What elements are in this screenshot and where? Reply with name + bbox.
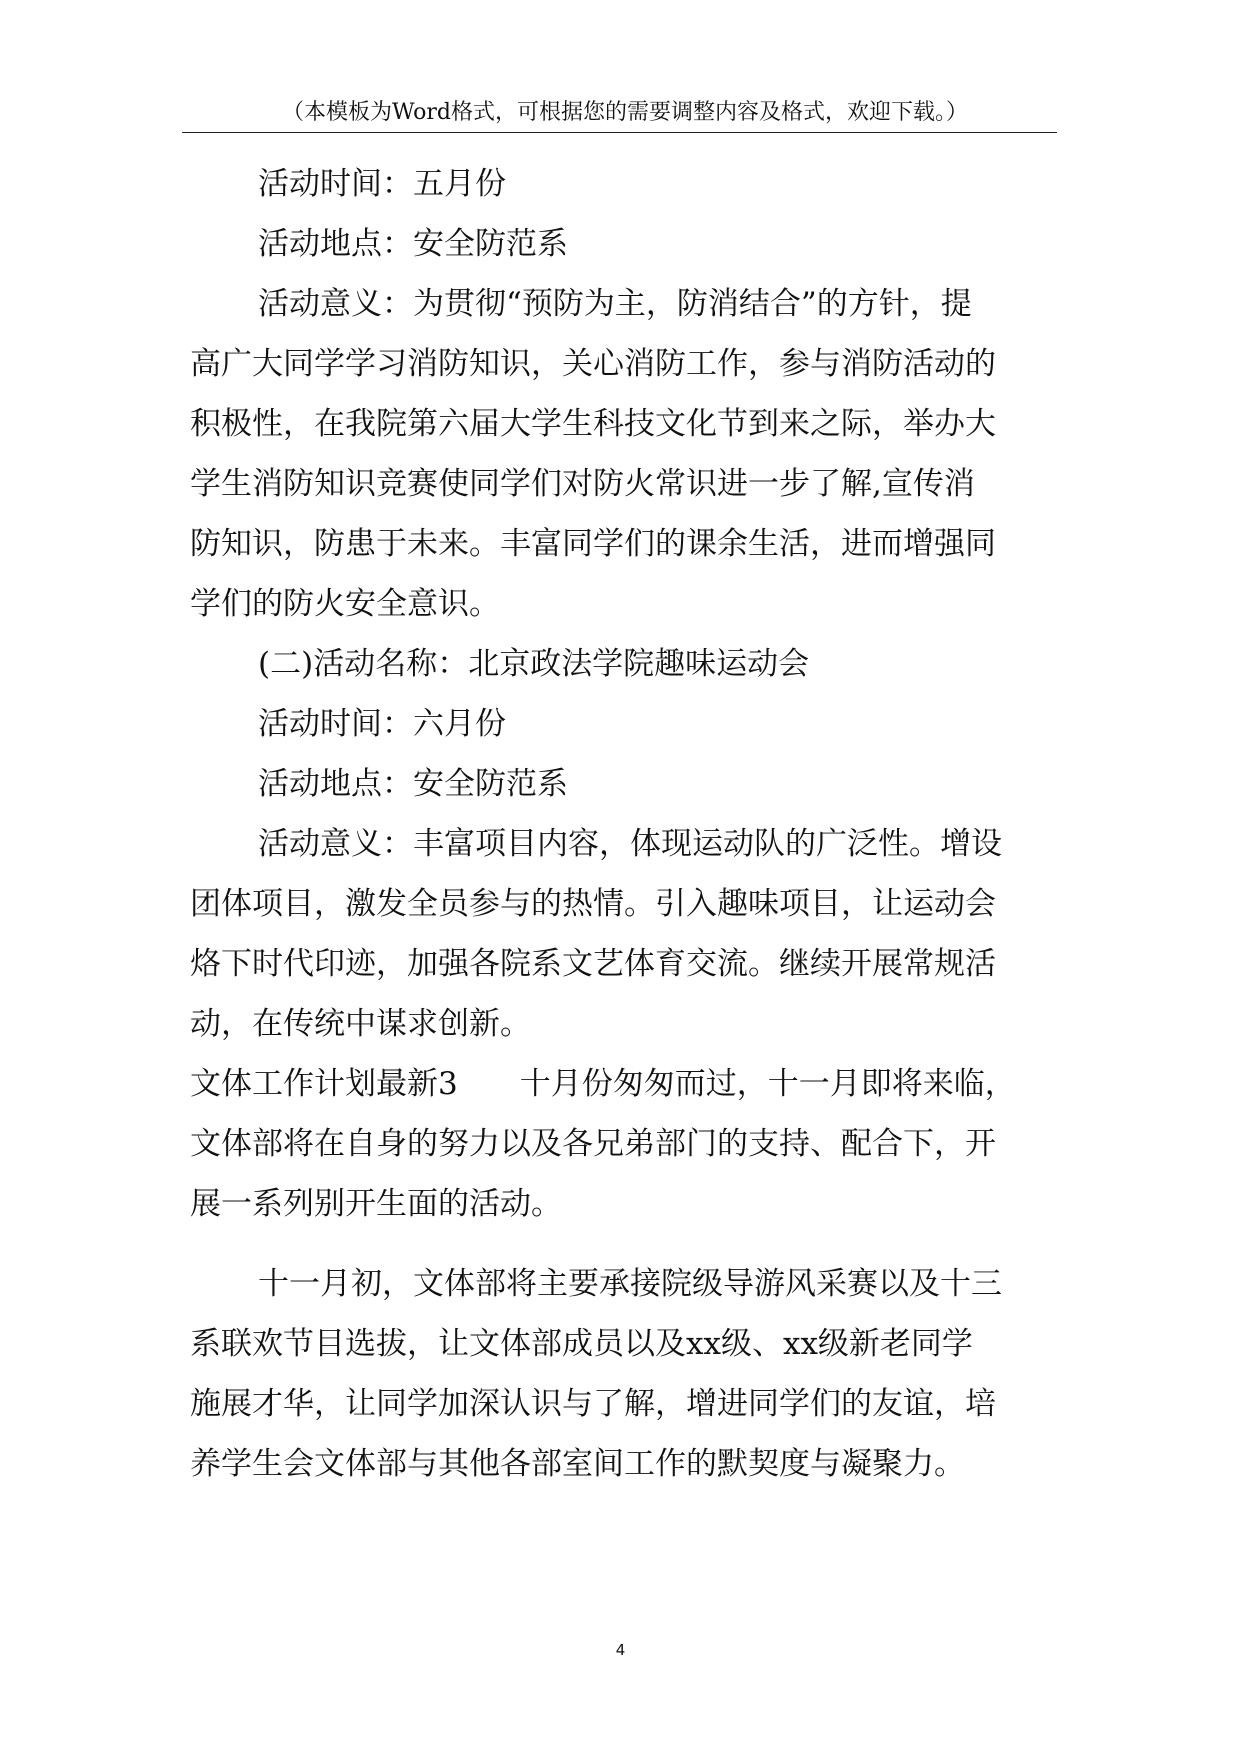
body-line: 团体项目，激发全员参与的热情。引入趣味项目，让运动会 (190, 886, 996, 922)
body-line: 防知识，防患于未来。丰富同学们的课余生活，进而增强同 (190, 526, 996, 562)
header-divider (182, 132, 1057, 133)
body-line: 活动时间：六月份 (258, 706, 506, 742)
page-number: 4 (615, 1641, 626, 1659)
page-header-note: （本模板为Word格式，可根据您的需要调整内容及格式，欢迎下载。） (282, 100, 968, 125)
body-line: 系联欢节目选拔，让文体部成员以及xx级、xx级新老同学 (190, 1326, 973, 1362)
body-line: 施展才华，让同学加深认识与了解，增进同学们的友谊，培 (190, 1386, 996, 1422)
body-line: 活动意义：为贯彻“预防为主，防消结合”的方针，提 (258, 286, 972, 322)
body-line: 展一系列别开生面的活动。 (190, 1186, 562, 1222)
body-line: 动，在传统中谋求创新。 (190, 1006, 531, 1042)
body-line: 活动时间：五月份 (258, 166, 506, 202)
body-line: 活动地点：安全防范系 (258, 226, 568, 262)
body-line: 活动地点：安全防范系 (258, 766, 568, 802)
body-line: 高广大同学学习消防知识，关心消防工作，参与消防活动的 (190, 346, 996, 382)
body-line: 学们的防火安全意识。 (190, 586, 500, 622)
body-line: 学生消防知识竞赛使同学们对防火常识进一步了解,宣传消 (190, 466, 975, 502)
body-line: 养学生会文体部与其他各部室间工作的默契度与凝聚力。 (190, 1446, 965, 1482)
body-line: 文体部将在自身的努力以及各兄弟部门的支持、配合下，开 (190, 1126, 996, 1162)
body-line: 烙下时代印迹，加强各院系文艺体育交流。继续开展常规活 (190, 946, 996, 982)
body-line: 十一月初，文体部将主要承接院级导游风采赛以及十三 (258, 1266, 1002, 1302)
body-line: 积极性，在我院第六届大学生科技文化节到来之际，举办大 (190, 406, 996, 442)
body-line: 文体工作计划最新3 十月份匆匆而过，十一月即将来临， (190, 1066, 1016, 1102)
body-line: (二)活动名称：北京政法学院趣味运动会 (258, 646, 810, 682)
body-line: 活动意义：丰富项目内容，体现运动队的广泛性。增设 (258, 826, 1002, 862)
